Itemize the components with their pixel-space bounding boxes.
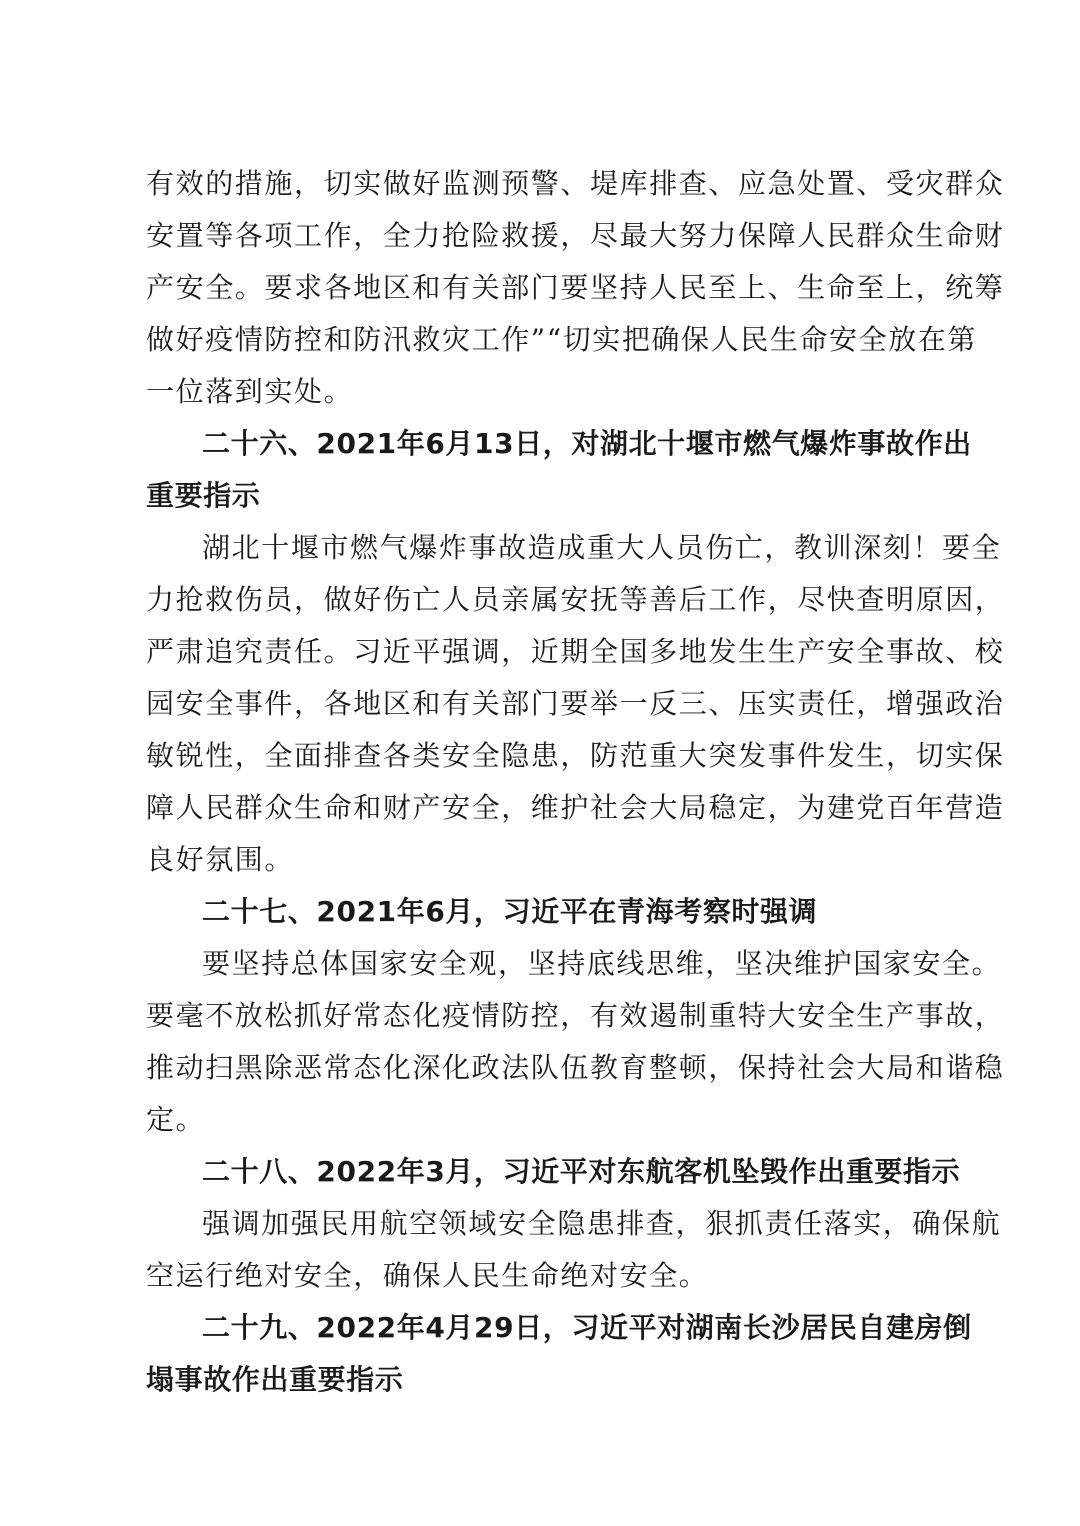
- text-line: 推动扫黑除恶常态化深化政法队伍教育整顿，保持社会大局和谐稳: [146, 1051, 1005, 1084]
- paragraph-27: [146, 938, 1005, 1146]
- text-line: 产安全。要求各地区和有关部门要坚持人民至上、生命至上，统筹: [146, 271, 1005, 304]
- paragraph-continuation: [146, 158, 1005, 418]
- heading-line: 二十六、2021年6月13日，对湖北十堰市燃气爆炸事故作出: [202, 427, 972, 460]
- heading-line: 二十八、2022年3月，习近平对东航客机坠毁作出重要指示: [202, 1155, 961, 1188]
- text-line: 做好疫情防控和防汛救灾工作”“切实把确保人民生命安全放在第: [146, 323, 978, 356]
- section-heading-29: [146, 1302, 972, 1406]
- text-line: 有效的措施，切实做好监测预警、堤库排查、应急处置、受灾群众: [146, 167, 1005, 200]
- paragraph-28: [146, 1198, 1002, 1302]
- text-line: 良好氛围。: [146, 843, 295, 876]
- section-heading-28: [146, 1146, 961, 1198]
- text-line: 定。: [146, 1103, 206, 1136]
- heading-line: 二十九、2022年4月29日，习近平对湖南长沙居民自建房倒: [202, 1311, 972, 1344]
- text-line: 敏锐性，全面排查各类安全隐患，防范重大突发事件发生，切实保: [146, 739, 1005, 772]
- heading-line: 重要指示: [146, 479, 261, 512]
- text-line: 安置等各项工作，全力抢险救援，尽最大努力保障人民群众生命财: [146, 219, 1005, 252]
- text-line: 障人民群众生命和财产安全，维护社会大局稳定，为建党百年营造: [146, 791, 1005, 824]
- text-line: 严肃追究责任。习近平强调，近期全国多地发生生产安全事故、校: [146, 635, 1005, 668]
- section-heading-27: [146, 886, 938, 938]
- paragraph-26: [146, 522, 1005, 886]
- document-page: [146, 158, 1005, 1406]
- text-line: 空运行绝对安全，确保人民生命绝对安全。: [146, 1259, 709, 1292]
- heading-line: 二十七、2021年6月，习近平在青海考察时强调: [202, 895, 818, 928]
- text-line: 力抢救伤员，做好伤亡人员亲属安抚等善后工作，尽快查明原因，: [146, 583, 1005, 616]
- text-line: 湖北十堰市燃气爆炸事故造成重大人员伤亡，教训深刻！要全: [202, 531, 1002, 564]
- text-line: 一位落到实处。: [146, 375, 354, 408]
- text-line: 强调加强民用航空领域安全隐患排查，狠抓责任落实，确保航: [202, 1207, 1002, 1240]
- text-line: 园安全事件，各地区和有关部门要举一反三、压实责任，增强政治: [146, 687, 1005, 720]
- section-heading-26: [146, 418, 972, 522]
- heading-line: 塌事故作出重要指示: [146, 1363, 404, 1396]
- text-line: 要毫不放松抓好常态化疫情防控，有效遏制重特大安全生产事故，: [146, 999, 1005, 1032]
- text-line: 要坚持总体国家安全观，坚持底线思维，坚决维护国家安全。: [202, 947, 1002, 980]
